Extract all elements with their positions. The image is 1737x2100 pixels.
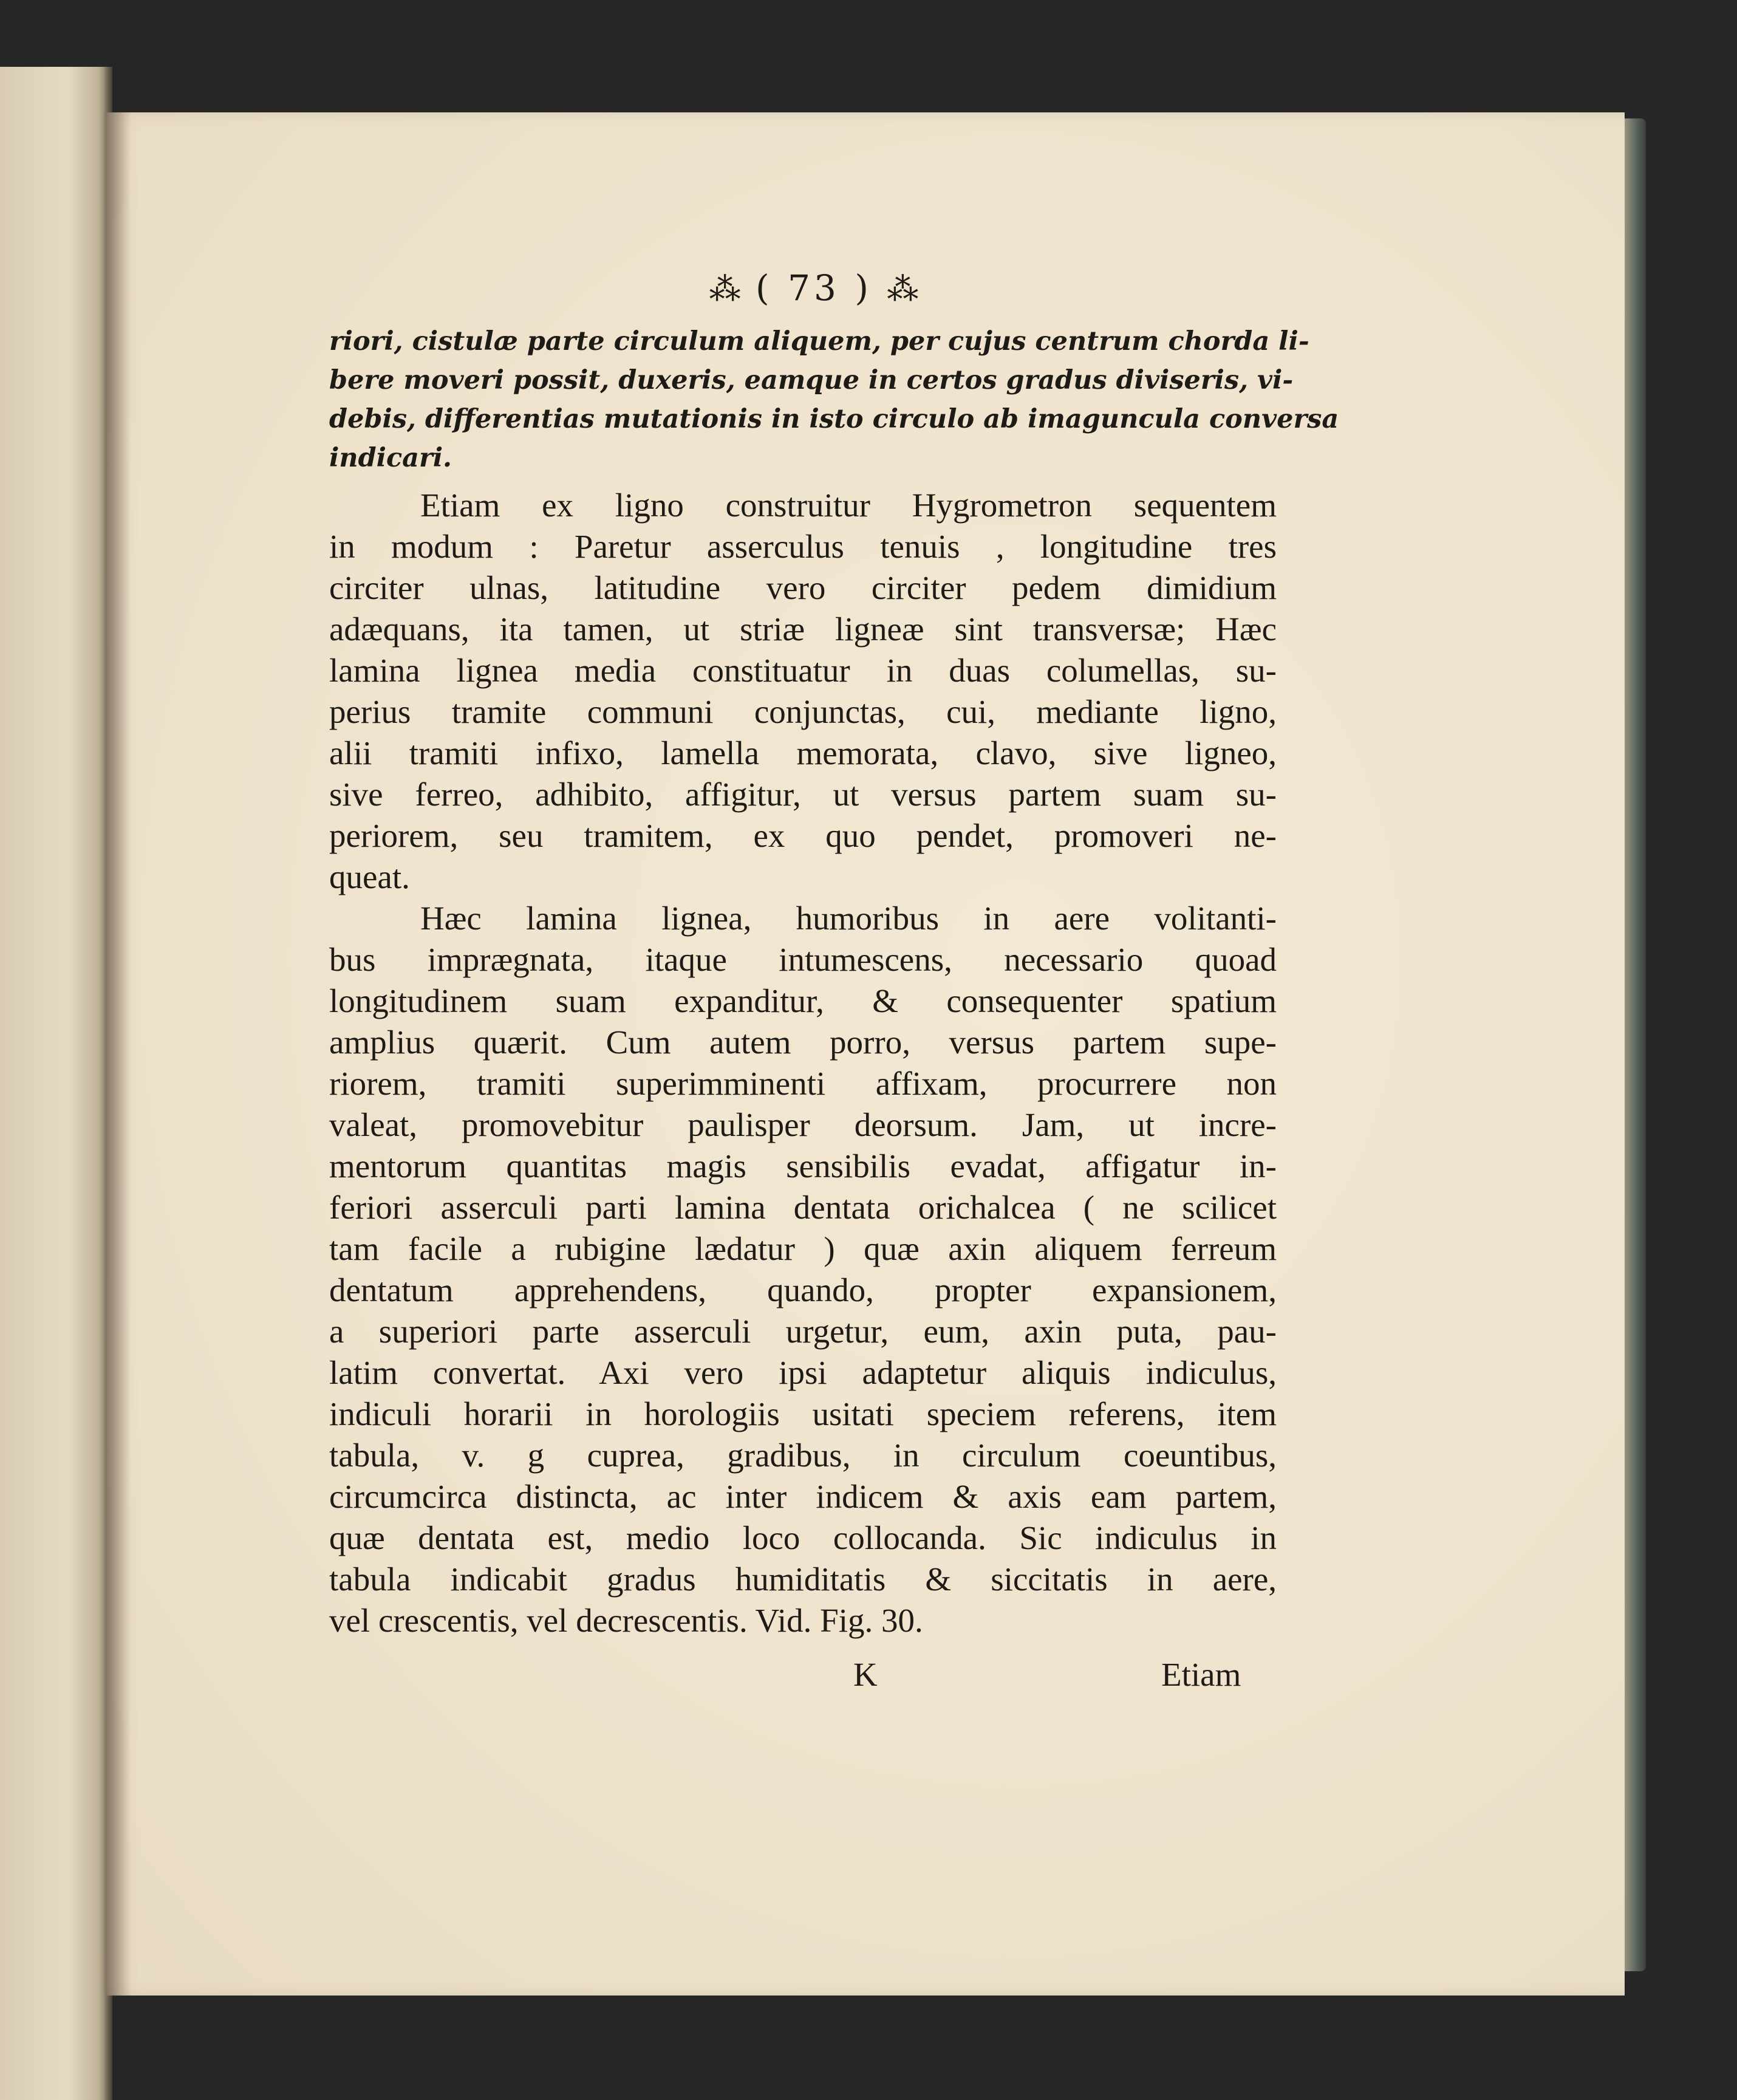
signature-mark: K [853, 1656, 878, 1693]
text-line: perius tramite communi conjunctas, cui, mediante ligno, [329, 693, 1277, 730]
text-line: indiculi horarii in horologiis usitati speciem referens, item [329, 1395, 1277, 1432]
text-line: dentatum apprehendens, quando, propter expansionem, [329, 1271, 1277, 1308]
text-line: Hæc lamina lignea, humoribus in aere volitanti- [420, 900, 1277, 937]
text-block [329, 322, 1339, 1641]
catchword: Etiam [1161, 1656, 1241, 1693]
text-line: tabula, v. g cuprea, gradibus, in circulum coeuntibus, [329, 1437, 1277, 1474]
text-line: alii tramiti infixo, lamella memorata, clavo, sive ligneo, [329, 734, 1277, 771]
paragraph-2 [329, 898, 1277, 1641]
text-line: tam facile a rubigine lædatur ) quæ axin aliquem ferreum [329, 1230, 1277, 1267]
text-line: longitudinem suam expanditur, & consequenter spatium [329, 982, 1277, 1019]
ornament-left-icon: ⁂ [709, 272, 741, 308]
page-header [656, 267, 972, 309]
text-line: adæquans, ita tamen, ut striæ ligneæ sint transversæ; Hæc [329, 611, 1277, 648]
text-line: valeat, promovebitur paulisper deorsum. Jam, ut incre- [329, 1106, 1277, 1143]
text-line: bere moveri possit, duxeris, eamque in certos gradus diviseris, vi- [329, 365, 1294, 395]
text-line: debis, differentias mutationis in isto circulo ab imaguncula conversa [329, 404, 1339, 434]
text-line: indicari. [329, 443, 452, 473]
text-line: a superiori parte asserculi urgetur, eum, axin puta, pau- [329, 1313, 1277, 1350]
text-line: amplius quærit. Cum autem porro, versus partem supe- [329, 1024, 1277, 1061]
text-line: circiter ulnas, latitudine vero circiter pedem dimidium [329, 569, 1277, 606]
text-line: lamina lignea media constituatur in duas columellas, su- [329, 652, 1277, 689]
text-line: periorem, seu tramitem, ex quo pendet, promoveri ne- [329, 817, 1277, 854]
text-line: feriori asserculi parti lamina dentata orichalcea ( ne scilicet [329, 1189, 1277, 1226]
text-line: riori, cistulæ parte circulum aliquem, per cujus centrum chorda li- [329, 326, 1309, 357]
ornament-right-icon: ⁂ [887, 272, 919, 308]
text-line: vel crescentis, vel decrescentis. Vid. Fig. 30. [329, 1602, 923, 1639]
italic-passage [329, 322, 1339, 477]
paragraph-1 [329, 485, 1277, 898]
text-line: queat. [329, 858, 410, 895]
text-line: in modum : Paretur asserculus tenuis , longitudine tres [329, 528, 1277, 565]
text-line: sive ferreo, adhibito, affigitur, ut versus partem suam su- [329, 776, 1277, 813]
facing-page-edge [0, 67, 112, 2100]
text-line: latim convertat. Axi vero ipsi adaptetur aliquis indiculus, [329, 1354, 1277, 1391]
text-line: mentorum quantitas magis sensibilis evadat, affigatur in- [329, 1147, 1277, 1185]
page-number: ( 73 ) [756, 267, 872, 309]
text-line: tabula indicabit gradus humiditatis & siccitatis in aere, [329, 1561, 1277, 1598]
text-line: quæ dentata est, medio loco collocanda. Sic indiculus in [329, 1519, 1277, 1556]
text-line: bus imprægnata, itaque intumescens, necessario quoad [329, 941, 1277, 978]
text-line: circumcirca distincta, ac inter indicem & axis eam partem, [329, 1478, 1277, 1515]
text-line: Etiam ex ligno construitur Hygrometron sequentem [420, 487, 1277, 524]
gutter-shadow [106, 112, 131, 1996]
text-line: riorem, tramiti superimminenti affixam, procurrere non [329, 1065, 1277, 1102]
